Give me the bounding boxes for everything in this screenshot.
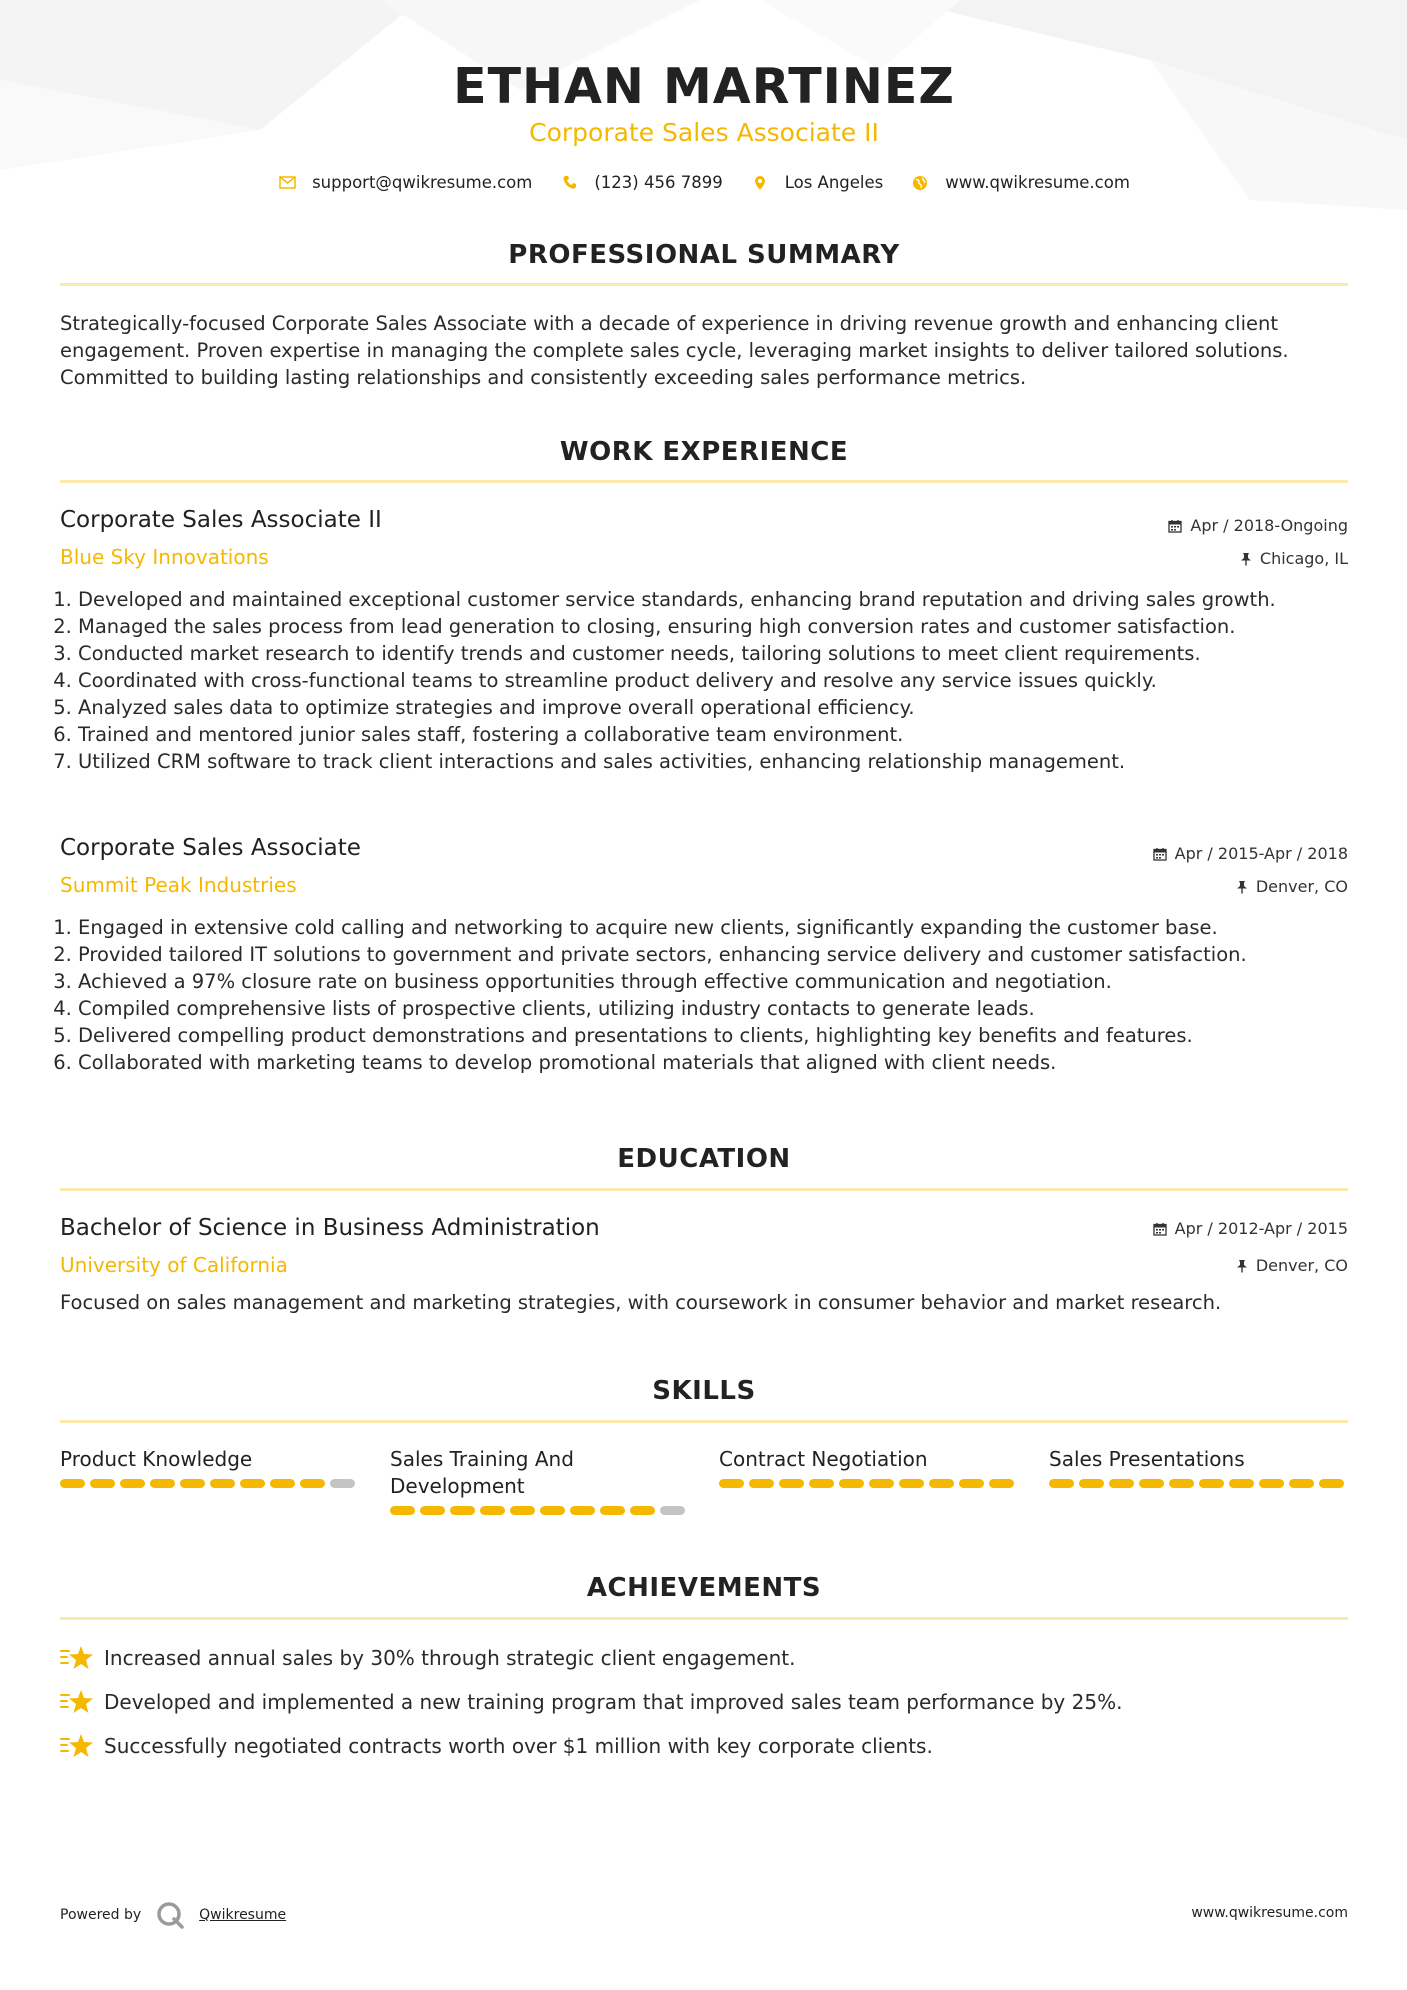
- rating-dot-empty: [660, 1506, 685, 1515]
- duty-item: 1. Engaged in extensive cold calling and networking to acquire new clients, significantly expanding the customer base.: [78, 914, 1366, 941]
- achievements-heading: ACHIEVEMENTS: [586, 1573, 822, 1603]
- achievement-text: Successfully negotiated contracts worth over $1 million with key corporate clients.: [104, 1734, 933, 1758]
- achievement-item: [60, 1645, 795, 1671]
- summary-divider: [60, 283, 1348, 286]
- skills-heading: SKILLS: [652, 1376, 756, 1406]
- powered-by-label: Powered by: [60, 1907, 142, 1923]
- skill-item: [60, 1446, 360, 1488]
- rating-dot-filled: [180, 1479, 205, 1488]
- job-location-text: Chicago, IL: [1259, 549, 1348, 568]
- star-icon: [60, 1645, 94, 1671]
- rating-dot-filled: [1169, 1479, 1194, 1488]
- education-dates: [1153, 1219, 1348, 1238]
- achievement-text: Increased annual sales by 30% through strategic client engagement.: [104, 1646, 796, 1670]
- job-location: [1240, 549, 1348, 568]
- skills-divider: [60, 1420, 1348, 1423]
- job-location-text: Denver, CO: [1255, 877, 1348, 896]
- skill-name: Sales Training And Development: [390, 1447, 574, 1498]
- pushpin-icon: [1240, 552, 1252, 566]
- rating-dot-filled: [210, 1479, 235, 1488]
- rating-dot-filled: [929, 1479, 954, 1488]
- rating-dot-filled: [300, 1479, 325, 1488]
- rating-dot-filled: [60, 1479, 85, 1488]
- footer-powered-by: [60, 1900, 286, 1930]
- rating-dot-filled: [420, 1506, 445, 1515]
- phone-icon: [560, 174, 578, 192]
- rating-dot-filled: [809, 1479, 834, 1488]
- skill-name: Sales Presentations: [1049, 1447, 1245, 1471]
- calendar-icon: [1153, 1222, 1167, 1236]
- job-dates-text: Apr / 2015-Apr / 2018: [1174, 844, 1348, 863]
- duty-item: 1. Developed and maintained exceptional customer service standards, enhancing brand reputation and driving sales growth.: [78, 586, 1366, 613]
- contact-phone[interactable]: [560, 173, 722, 192]
- rating-dot-filled: [959, 1479, 984, 1488]
- contact-website[interactable]: [911, 173, 1130, 192]
- duty-item: 5. Delivered compelling product demonstrations and presentations to clients, highlighting key benefits and features.: [78, 1022, 1366, 1049]
- duty-item: 3. Achieved a 97% closure rate on business opportunities through effective communication and negotiation.: [78, 968, 1366, 995]
- duty-item: 6. Collaborated with marketing teams to develop promotional materials that aligned with client needs.: [78, 1049, 1366, 1076]
- summary-heading: PROFESSIONAL SUMMARY: [508, 240, 900, 270]
- skill-rating: [390, 1506, 690, 1515]
- rating-dot-filled: [719, 1479, 744, 1488]
- rating-dot-filled: [120, 1479, 145, 1488]
- qwikresume-link[interactable]: Qwikresume: [199, 1907, 287, 1923]
- rating-dot-filled: [510, 1506, 535, 1515]
- job-title: Corporate Sales Associate II: [60, 507, 382, 533]
- phone-text: (123) 456 7899: [594, 173, 723, 192]
- calendar-icon: [1153, 847, 1167, 861]
- skill-rating: [719, 1479, 1019, 1488]
- rating-dot-filled: [1139, 1479, 1164, 1488]
- rating-dot-filled: [899, 1479, 924, 1488]
- education-dates-text: Apr / 2012-Apr / 2015: [1174, 1219, 1348, 1238]
- candidate-name: ETHAN MARTINEZ: [453, 58, 955, 115]
- envelope-icon: [278, 174, 296, 192]
- job-dates: [1168, 516, 1348, 535]
- globe-icon: [911, 174, 929, 192]
- candidate-title: Corporate Sales Associate II: [529, 118, 879, 147]
- achievement-text: Developed and implemented a new training program that improved sales team performance by 25%.: [104, 1690, 1123, 1714]
- skill-name: Product Knowledge: [60, 1447, 253, 1471]
- job-duties-list: [60, 586, 1366, 775]
- rating-dot-filled: [630, 1506, 655, 1515]
- rating-dot-filled: [989, 1479, 1014, 1488]
- contact-email[interactable]: [278, 173, 532, 192]
- achievement-item: [60, 1689, 1122, 1715]
- location-text: Los Angeles: [784, 173, 884, 192]
- skill-name: Contract Negotiation: [719, 1447, 928, 1471]
- rating-dot-filled: [749, 1479, 774, 1488]
- experience-divider: [60, 480, 1348, 483]
- email-text: support@qwikresume.com: [312, 173, 533, 192]
- rating-dot-empty: [330, 1479, 355, 1488]
- duty-item: 2. Managed the sales process from lead generation to closing, ensuring high conversion rates and customer satisfaction.: [78, 613, 1366, 640]
- contact-bar: [60, 173, 1348, 192]
- duty-item: 5. Analyzed sales data to optimize strategies and improve overall operational efficiency.: [78, 694, 1366, 721]
- experience-heading: WORK EXPERIENCE: [559, 437, 849, 467]
- rating-dot-filled: [1049, 1479, 1074, 1488]
- rating-dot-filled: [1259, 1479, 1284, 1488]
- education-description: Focused on sales management and marketing strategies, with coursework in consumer behavior and market research.: [60, 1291, 1222, 1314]
- map-pin-icon: [751, 174, 769, 192]
- education-location: [1236, 1256, 1348, 1275]
- pushpin-icon: [1236, 880, 1248, 894]
- rating-dot-filled: [540, 1506, 565, 1515]
- duty-item: 3. Conducted market research to identify trends and customer needs, tailoring solutions to meet client requirements.: [78, 640, 1366, 667]
- rating-dot-filled: [839, 1479, 864, 1488]
- rating-dot-filled: [1229, 1479, 1254, 1488]
- pushpin-icon: [1236, 1259, 1248, 1273]
- duty-item: 6. Trained and mentored junior sales staff, fostering a collaborative team environment.: [78, 721, 1366, 748]
- rating-dot-filled: [570, 1506, 595, 1515]
- star-icon: [60, 1689, 94, 1715]
- summary-text: Strategically-focused Corporate Sales Associate with a decade of experience in driving revenue growth and enhancing client engagement. Proven expertise in managing the complete sales cycle, leveraging market insights to deliver tailored solutions. Committed to building lasting relationships and consistently exceeding sales performance metrics.: [60, 312, 1289, 389]
- rating-dot-filled: [450, 1506, 475, 1515]
- rating-dot-filled: [270, 1479, 295, 1488]
- duty-item: 4. Coordinated with cross-functional teams to streamline product delivery and resolve any service issues quickly.: [78, 667, 1366, 694]
- achievement-item: [60, 1733, 933, 1759]
- rating-dot-filled: [1079, 1479, 1104, 1488]
- rating-dot-filled: [1289, 1479, 1314, 1488]
- skill-rating: [60, 1479, 360, 1488]
- job-company: Blue Sky Innovations: [60, 545, 269, 569]
- star-icon: [60, 1733, 94, 1759]
- rating-dot-filled: [480, 1506, 505, 1515]
- skill-rating: [1049, 1479, 1349, 1488]
- job-company: Summit Peak Industries: [60, 873, 297, 897]
- qwikresume-logo-icon: [155, 1900, 185, 1930]
- duty-item: 4. Compiled comprehensive lists of prospective clients, utilizing industry contacts to generate leads.: [78, 995, 1366, 1022]
- rating-dot-filled: [600, 1506, 625, 1515]
- education-heading: EDUCATION: [617, 1144, 791, 1174]
- education-divider: [60, 1188, 1348, 1191]
- rating-dot-filled: [150, 1479, 175, 1488]
- job-location: [1236, 877, 1348, 896]
- job-title: Corporate Sales Associate: [60, 835, 361, 861]
- rating-dot-filled: [779, 1479, 804, 1488]
- rating-dot-filled: [90, 1479, 115, 1488]
- achievements-divider: [60, 1617, 1348, 1620]
- skill-item: [390, 1446, 690, 1515]
- education-location-text: Denver, CO: [1255, 1256, 1348, 1275]
- school-name: University of California: [60, 1253, 288, 1277]
- rating-dot-filled: [1319, 1479, 1344, 1488]
- website-text: www.qwikresume.com: [945, 173, 1130, 192]
- degree-title: Bachelor of Science in Business Administration: [60, 1215, 600, 1241]
- skill-item: [1049, 1446, 1349, 1488]
- job-duties-list: [60, 914, 1366, 1076]
- job-dates-text: Apr / 2018-Ongoing: [1190, 516, 1348, 535]
- job-dates: [1153, 844, 1348, 863]
- footer-website-link[interactable]: www.qwikresume.com: [1191, 1905, 1348, 1921]
- rating-dot-filled: [240, 1479, 265, 1488]
- duty-item: 2. Provided tailored IT solutions to government and private sectors, enhancing service delivery and customer satisfaction.: [78, 941, 1366, 968]
- duty-item: 7. Utilized CRM software to track client interactions and sales activities, enhancing relationship management.: [78, 748, 1366, 775]
- skill-item: [719, 1446, 1019, 1488]
- rating-dot-filled: [869, 1479, 894, 1488]
- calendar-icon: [1168, 519, 1182, 533]
- rating-dot-filled: [1109, 1479, 1134, 1488]
- contact-location: [751, 173, 884, 192]
- rating-dot-filled: [390, 1506, 415, 1515]
- rating-dot-filled: [1199, 1479, 1224, 1488]
